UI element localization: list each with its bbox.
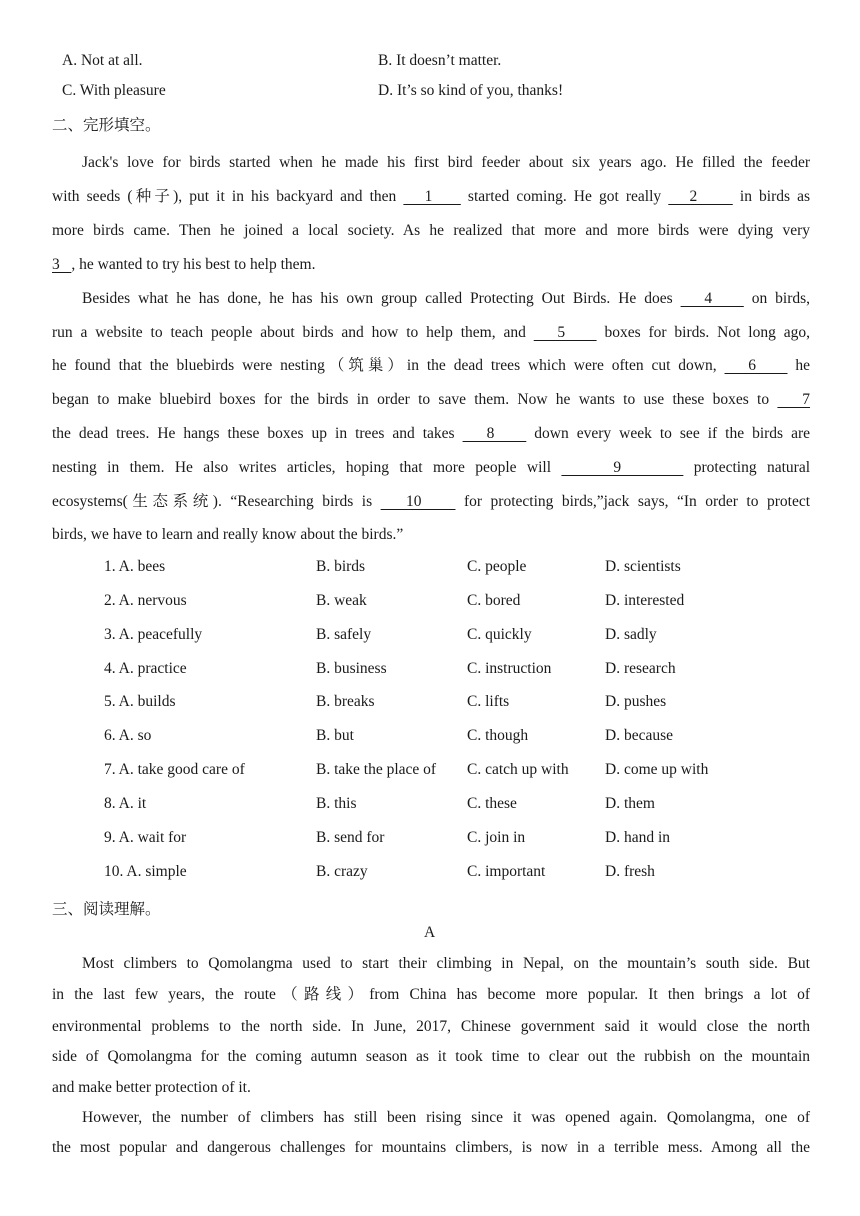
choice-c[interactable]: C. people [467, 558, 527, 575]
choice-b[interactable]: B. business [316, 660, 387, 677]
blank-6[interactable]: 6 [724, 357, 788, 374]
choice-b[interactable]: B. birds [316, 558, 366, 575]
blank-3[interactable]: 3 [52, 256, 72, 273]
section-title-reading: 三、阅读理解。 [52, 901, 161, 918]
choice-d[interactable]: D. interested [605, 592, 685, 609]
cloze-line: began to make bluebird boxes for the birds in order to save them. Now he wants to use these boxes to 7 [52, 391, 811, 408]
choice-b[interactable]: B. safely [316, 626, 372, 643]
cloze-line: Jack's love for birds started when he made his first bird feeder about six years ago. He filled the feeder [82, 154, 810, 171]
choice-c[interactable]: C. though [467, 727, 529, 744]
choice-c[interactable]: C. important [467, 863, 546, 880]
choice-b[interactable]: B. this [316, 795, 357, 812]
cloze-line: he found that the bluebirds were nesting（筑巢）in the dead trees which were often cut down, 6 he [52, 357, 811, 374]
reading-line: in the last few years, the route（路线）from China has become more popular. It then brings a lot of [52, 986, 810, 1003]
choice-a[interactable]: 6. A. so [104, 727, 152, 744]
choice-b[interactable]: B. send for [316, 829, 385, 846]
reading-line: environmental problems to the north side. In June, 2017, Chinese government said it would close the north [52, 1018, 810, 1035]
choice-c[interactable]: C. quickly [467, 626, 532, 643]
cloze-line: with seeds (种子), put it in his backyard and then 1 started coming. He got really 2 in birds as [52, 188, 811, 205]
blank-10[interactable]: 10 [380, 493, 456, 510]
choice-c[interactable]: C. bored [467, 592, 521, 609]
reading-line: and make better protection of it. [52, 1079, 251, 1096]
option-a: A. Not at all. [62, 52, 143, 69]
blank-8[interactable]: 8 [462, 425, 527, 442]
choice-a[interactable]: 9. A. wait for [104, 829, 187, 846]
choice-d[interactable]: D. scientists [605, 558, 681, 575]
cloze-line: birds, we have to learn and really know about the birds.” [52, 526, 404, 543]
choice-d[interactable]: D. them [605, 795, 655, 812]
option-b: B. It doesn’t matter. [378, 52, 502, 69]
blank-4[interactable]: 4 [680, 290, 744, 307]
cloze-line: the dead trees. He hangs these boxes up in trees and takes 8 down every week to see if the birds are [52, 425, 811, 442]
choice-a[interactable]: 10. A. simple [104, 863, 187, 880]
choice-c[interactable]: C. instruction [467, 660, 552, 677]
choice-d[interactable]: D. hand in [605, 829, 671, 846]
cloze-line: Besides what he has done, he has his own group called Protecting Out Birds. He does 4 on birds, [82, 290, 811, 307]
passage-label: A [424, 924, 436, 941]
choice-b[interactable]: B. but [316, 727, 354, 744]
choice-a[interactable]: 5. A. builds [104, 693, 176, 710]
reading-line: However, the number of climbers has still been rising since it was opened again. Qomolangma, one of [82, 1109, 810, 1126]
blank-5[interactable]: 5 [533, 324, 597, 341]
reading-line: side of Qomolangma for the coming autumn season as it took time to clear out the rubbish on the mountain [52, 1048, 810, 1065]
choice-d[interactable]: D. come up with [605, 761, 709, 778]
choice-d[interactable]: D. because [605, 727, 673, 744]
choice-d[interactable]: D. sadly [605, 626, 657, 643]
reading-line: Most climbers to Qomolangma used to start their climbing in Nepal, on the mountain’s south side. But [82, 955, 810, 972]
option-c: C. With pleasure [62, 82, 166, 99]
choice-a[interactable]: 7. A. take good care of [104, 761, 245, 778]
choice-a[interactable]: 2. A. nervous [104, 592, 187, 609]
choice-d[interactable]: D. research [605, 660, 676, 677]
choice-d[interactable]: D. fresh [605, 863, 655, 880]
choice-d[interactable]: D. pushes [605, 693, 667, 710]
choice-c[interactable]: C. lifts [467, 693, 510, 710]
choice-a[interactable]: 1. A. bees [104, 558, 166, 575]
choice-b[interactable]: B. take the place of [316, 761, 437, 778]
cloze-line: more birds came. Then he joined a local society. As he realized that more and more birds were dying very [52, 222, 810, 239]
option-d: D. It’s so kind of you, thanks! [378, 82, 564, 99]
section-title-cloze: 二、完形填空。 [52, 117, 161, 134]
choice-c[interactable]: C. catch up with [467, 761, 569, 778]
choice-c[interactable]: C. these [467, 795, 517, 812]
cloze-line: 3 , he wanted to try his best to help them. [52, 256, 316, 273]
choice-b[interactable]: B. crazy [316, 863, 368, 880]
choice-c[interactable]: C. join in [467, 829, 526, 846]
choice-a[interactable]: 3. A. peacefully [104, 626, 203, 643]
choice-a[interactable]: 8. A. it [104, 795, 147, 812]
blank-7[interactable]: 7 [777, 391, 811, 408]
blank-2[interactable]: 2 [668, 188, 733, 205]
cloze-line: ecosystems(生态系统). “Researching birds is 10 for protecting birds,”jack says, “In order to protect [52, 493, 811, 510]
blank-1[interactable]: 1 [403, 188, 461, 205]
choice-a[interactable]: 4. A. practice [104, 660, 187, 677]
cloze-line: nesting in them. He also writes articles, hoping that more people will 9 protecting natural [52, 459, 811, 476]
choice-b[interactable]: B. weak [316, 592, 367, 609]
blank-9[interactable]: 9 [561, 459, 684, 476]
choice-b[interactable]: B. breaks [316, 693, 375, 710]
cloze-line: run a website to teach people about birds and how to help them, and 5 boxes for birds. Not long ago, [52, 324, 810, 341]
reading-line: the most popular and dangerous challenges for mountains climbers, is now in a terrible mess. Among all the [52, 1139, 810, 1156]
